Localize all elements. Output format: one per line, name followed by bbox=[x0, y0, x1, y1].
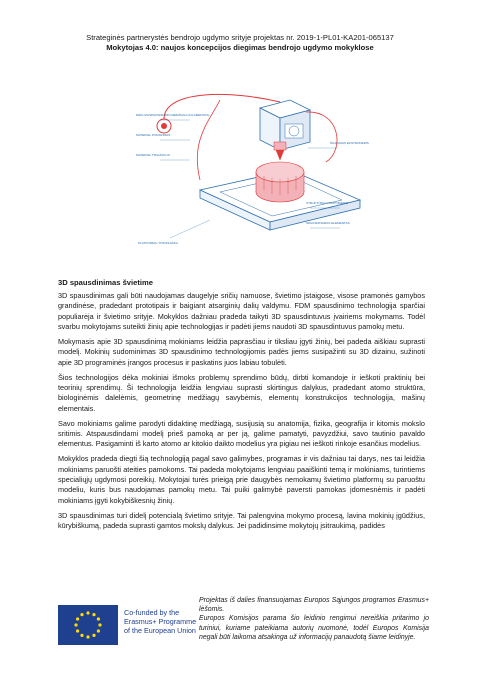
label-platform: PLATFORMA / PODKŁADKA bbox=[138, 241, 178, 245]
label-print-element: SPAUSDINAMAS ELEMENTAS bbox=[306, 221, 350, 225]
cofunded-line: of the European Union bbox=[124, 626, 196, 636]
cofunded-line: Co-funded by the bbox=[124, 608, 180, 617]
printer-diagram-svg bbox=[130, 80, 390, 260]
printer-diagram bbox=[130, 80, 390, 260]
disclaimer-line: Europos Komisijos parama šio leidinio rengimui nereiškia pritarimo jo turiniui, kuriame pateikiama autorių nuomonė, todėl Europos Komisija negali būti laikoma atsakinga už informacijų panaudotą šiame leidinyje. bbox=[199, 615, 429, 641]
label-material-puller: MATERIAL TRAUKIKLIS bbox=[136, 153, 170, 157]
cofunded-line: Erasmus+ Programme bbox=[124, 617, 197, 627]
paragraph: Mokyklos pradeda diegti šią technologiją pagal savo galimybes, programas ir vis dažniau tai darys, nes tai leidžia mokiniams paruošti ateities pamokoms. Tai padeda mokytojams lengviau paaiškinti temą ir mokiniams, turintiems specialiųjų ugdymosi poreikių. Mokytojai turės prieigą prie daugybės nemokamų švietimo platformų su paruoštu modeliu, kuris bus naudojamas pamokų metu. Tai puiki galimybė paversti pamokas įdomesnėmis ir padėti mokiniams įgyti kokybiškesnių žinių. bbox=[58, 454, 425, 505]
paragraph: Savo mokiniams galime parodyti didaktinę medžiagą, susijusią su anatomija, fizika, geografija ir kitomis mokslo sritimis. Atspausdindami modelį prieš pamoką ar per ją, galime pamatyti, pavyzdžiui, savo tautinio pavaldo elementus. Pasigaminti iš karto atomo ar kitokio daikto modelius yra pigiau nei ieškoti rinkoje esančius modelius. bbox=[58, 418, 425, 449]
disclaimer-line: Projektas iš dalies finansuojamas Europos Sąjungos programos Erasmus+ lėšomis. bbox=[199, 597, 429, 614]
filament-spool bbox=[157, 119, 171, 133]
article-body bbox=[58, 278, 425, 536]
eu-flag-icon bbox=[58, 605, 118, 645]
feed-tube bbox=[197, 100, 220, 180]
header-title-line: Mokytojas 4.0: naujos koncepcijos diegimas bendrojo ugdymo mokyklose bbox=[106, 43, 374, 52]
section-title: 3D spausdinimas švietime bbox=[58, 278, 153, 287]
label-material-feed: MATERIAL PODAVIMAS bbox=[136, 133, 171, 137]
printed-object bbox=[256, 162, 304, 202]
paragraph: 3D spausdinimas turi didelį potencialą švietimo srityje. Tai palengvina mokymo procesą, lavina mokinių įgūdžius, kūrybiškumą, padeda suprasti gamtos mokslų dalykus. Jei padidinsime mokytojų įsitraukimą, padidės bbox=[58, 510, 425, 531]
paragraph: Mokymasis apie 3D spausdinimą mokiniams leidžia paprasčiau ir tiksliau įgyti žinių, bei padeda aiškiau suprasti modelį. Mokinių sudominimas 3D spausdinimo technologijomis padės jiems susipažinti su 3D dizainu, sužinoti apie 3D programinės įrangos procesus ir paskatins juos labiau tobulėti. bbox=[58, 337, 425, 367]
header-project-line: Strateginės partnerystės bendrojo ugdymo srityje projektas nr. 2019-1-PL01-KA201-065137 bbox=[86, 33, 394, 42]
cable-path bbox=[306, 112, 337, 162]
extruder-head bbox=[260, 100, 310, 160]
label-filament-spool: DĖKLAS/SPAUSDINIMO MEDŽIAGA (FILAMENTAS) bbox=[136, 113, 210, 117]
funding-disclaimer bbox=[199, 596, 429, 642]
label-structure: STRUKTŪRA/ PODPORIENIE bbox=[306, 201, 349, 205]
page-footer bbox=[58, 596, 428, 666]
paragraph: Šios technologijos dėka mokiniai išmoks problemų sprendimo būdų, dirbti komandoje ir ieškoti praktinių bei teorinių sprendimų. Ši technologija leidžia lengviau suprasti skirtingus dalykus, pradedant atomo struktūra, biologinėmis dalelėmis, geometrinę medžiagų savybėmis, elementų konstrukcijos technologija, mašinų elementais. bbox=[58, 372, 425, 413]
label-hotend: ŠILDOMAS EKSTRUDERIS bbox=[330, 141, 369, 145]
paragraph: 3D spausdinimas gali būti naudojamas daugelyje sričių namuose, švietimo įstaigose, visose pramonės gamybos grandinėse, pradedant prototipais ir baigiant atsarginių dalių valdymu. FDM spausdinimo technologija sparčiai populiarėja ir švietimo srityje. Mokyklos dažniau pradeda taikyti 3D spausdintuvus įvairiems mokymams. Todėl svarbu mokytojams suteikti žinių apie technologijas ir padėti jiems naudoti 3D spausdintuvus pamokų metu. bbox=[58, 291, 425, 332]
